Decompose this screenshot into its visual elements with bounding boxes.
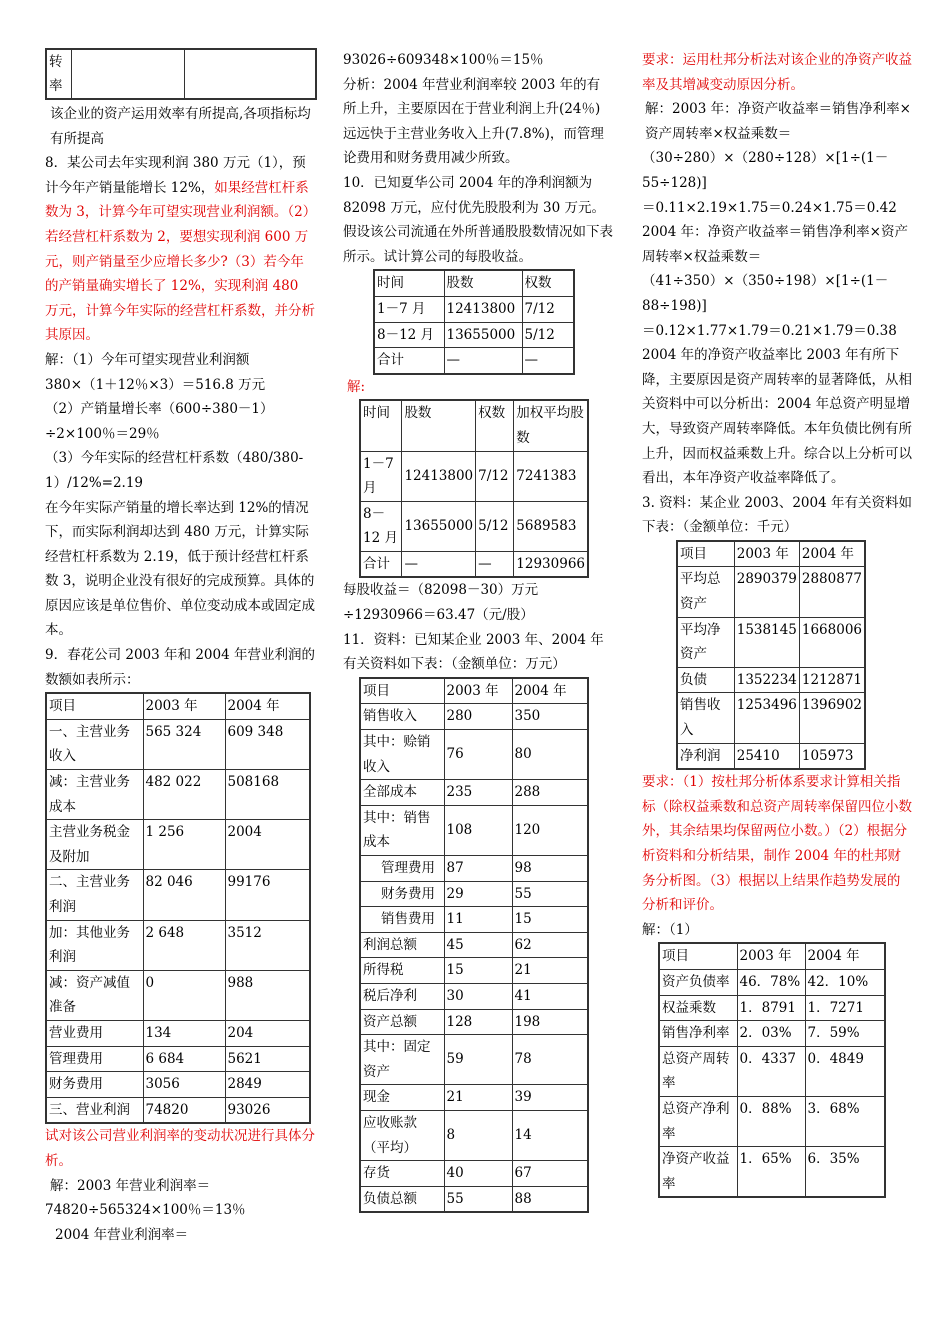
table-cell: — [402, 551, 476, 577]
table-cell: 2880877 [799, 567, 865, 617]
table-cell: 销售净利率 [659, 1021, 737, 1047]
table-cell: 14 [512, 1110, 588, 1160]
table-cell: 税后净利 [360, 983, 444, 1009]
table-cell: 1．7271 [805, 995, 885, 1021]
table-row [659, 969, 885, 995]
table-cell: — [444, 348, 522, 374]
table-header-cell: 2003 年 [737, 943, 805, 969]
company-data-table [359, 677, 589, 1213]
table-cell: 管理费用 [360, 856, 444, 882]
table-cell: 1253496 [734, 693, 799, 743]
table-cell: 78 [512, 1035, 588, 1085]
table-cell: 7．59% [805, 1021, 885, 1047]
table-row [46, 970, 310, 1020]
top-table [45, 48, 317, 100]
table-cell: 0．88% [737, 1096, 805, 1146]
table-row [360, 958, 588, 984]
table-row [360, 730, 588, 780]
table-cell: 财务费用 [360, 881, 444, 907]
table-header-cell: 2003 年 [444, 678, 512, 704]
top-table-cell [185, 49, 317, 99]
table-header-cell: 时间 [360, 400, 402, 451]
table-cell: 8－12 月 [360, 501, 402, 551]
table-cell: — [522, 348, 574, 374]
answer-line: 2004 年：净资产收益率＝销售净利率×资产周转率×权益乘数＝ [642, 224, 908, 265]
table-row [677, 743, 865, 769]
table-cell: 资产负债率 [659, 969, 737, 995]
table-row [659, 1096, 885, 1146]
table-cell: 合计 [374, 348, 444, 374]
table-cell: 5689583 [514, 501, 588, 551]
table-cell: 1212871 [799, 667, 865, 693]
table-cell: 减：主营业务成本 [46, 770, 143, 820]
table-cell: 45 [444, 932, 512, 958]
table-cell: 财务费用 [46, 1072, 143, 1098]
table-cell: 82 046 [143, 870, 225, 920]
analysis-paragraph: 2004 年的净资产收益率比 2003 年有所下降，主要原因是资产周转率的显著降低，从相关资料中可以分析出：2004 年总资产明显增大，导致资产周转率降低。本年负债比例有所上升，因而权益乘数上升。综合以上分析可以看出，本年净资产收益率降低了。 [642, 347, 912, 487]
column-3 [642, 48, 912, 1198]
table-row [374, 322, 574, 348]
table-cell: 二、主营业务利润 [46, 870, 143, 920]
table-cell: 8－12 月 [374, 322, 444, 348]
table-row [374, 296, 574, 322]
table-cell: 105973 [799, 743, 865, 769]
table-header-cell: 项目 [46, 693, 143, 719]
table-cell: 288 [512, 780, 588, 806]
table-cell: 三、营业利润 [46, 1097, 143, 1123]
table-row [360, 1085, 588, 1111]
table-row [360, 451, 588, 501]
table-cell: 15 [512, 907, 588, 933]
table-cell: 其中：赊销收入 [360, 730, 444, 780]
table-cell: 1538145 [734, 617, 799, 667]
table-row [360, 1035, 588, 1085]
requirement: 要求：运用杜邦分析法对该企业的净资产收益率及其增减变动原因分析。 [642, 52, 912, 93]
table-cell: 负债总额 [360, 1186, 444, 1212]
table-row [360, 704, 588, 730]
table-header-row [360, 678, 588, 704]
table-row [360, 1009, 588, 1035]
answer-line: ＝0.11×2.19×1.75＝0.24×1.75＝0.42 [642, 199, 897, 216]
table-cell: 67 [512, 1161, 588, 1187]
table-cell: 12413800 [402, 451, 476, 501]
top-table-label: 转率 [46, 49, 72, 99]
table-cell: 1 256 [143, 820, 225, 870]
table-cell: 93026 [225, 1097, 310, 1123]
question-3: 3. 资料：某企业 2003、2004 年有关资料如下表：（金额单位：千元） [642, 494, 912, 536]
table-row [46, 1046, 310, 1072]
table-cell: 1－7 月 [360, 451, 402, 501]
table-header-cell: 权数 [522, 270, 574, 296]
answer-line: ＝0.12×1.77×1.79＝0.21×1.79＝0.38 [642, 322, 897, 339]
table-row [46, 1072, 310, 1098]
table-cell: 其中：固定资产 [360, 1035, 444, 1085]
table-cell: 总资产周转率 [659, 1046, 737, 1096]
profit-table [45, 692, 311, 1124]
table-cell: 主营业务税金及附加 [46, 820, 143, 870]
table-cell: 1352234 [734, 667, 799, 693]
answer-line: 解：（1）今年可望实现营业利润额 [45, 351, 250, 368]
table-cell: 2 648 [143, 920, 225, 970]
shares-table [373, 269, 575, 374]
dupont-indicator-table [658, 942, 886, 1198]
table-cell: 59 [444, 1035, 512, 1085]
table-cell: 40 [444, 1161, 512, 1187]
table-cell: 现金 [360, 1085, 444, 1111]
table-cell: 508168 [225, 770, 310, 820]
table-cell: 利润总额 [360, 932, 444, 958]
question-9: 9．春花公司 2003 年和 2004 年营业利润的数额如表所示： [45, 647, 315, 688]
table-cell: 350 [512, 704, 588, 730]
table-cell: 988 [225, 970, 310, 1020]
table-cell: 7/12 [522, 296, 574, 322]
table-cell: 74820 [143, 1097, 225, 1123]
table-cell: 11 [444, 907, 512, 933]
table-cell: 销售收入 [360, 704, 444, 730]
table-cell: 0．4337 [737, 1046, 805, 1096]
table-cell: 98 [512, 856, 588, 882]
table-row [360, 856, 588, 882]
table-cell: 108 [444, 805, 512, 855]
table-header-cell: 加权平均股数 [514, 400, 588, 451]
table-cell: 5621 [225, 1046, 310, 1072]
answer-label: 解：（1） [642, 921, 698, 938]
table-cell: 应收账款（平均） [360, 1110, 444, 1160]
table-cell: 3056 [143, 1072, 225, 1098]
table-cell: 235 [444, 780, 512, 806]
table-cell: 1396902 [799, 693, 865, 743]
table-cell: 权益乘数 [659, 995, 737, 1021]
column-1 [45, 48, 315, 1247]
table-cell: 42．10% [805, 969, 885, 995]
table-cell: 13655000 [444, 322, 522, 348]
table-row [659, 1046, 885, 1096]
table-row [659, 995, 885, 1021]
table-header-cell: 2004 年 [512, 678, 588, 704]
table-cell: 198 [512, 1009, 588, 1035]
table-header-cell: 2003 年 [734, 541, 799, 567]
table-cell: 2．03% [737, 1021, 805, 1047]
table-cell: 29 [444, 881, 512, 907]
table-row [46, 820, 310, 870]
table-row [360, 805, 588, 855]
table-cell: 净利润 [677, 743, 734, 769]
table-row [677, 617, 865, 667]
table-header-cell: 项目 [360, 678, 444, 704]
question-10: 10．已知夏华公司 2004 年的净利润额为 82098 万元，应付优先股股利为 30 万元。假设该公司流通在外所普通股股数情况如下表所示。试计算公司的每股收益。 [343, 174, 613, 265]
table-cell: 销售收入 [677, 693, 734, 743]
table-header-row [374, 270, 574, 296]
table-row [360, 1186, 588, 1212]
table-cell: 62 [512, 932, 588, 958]
table-header-cell: 2004 年 [805, 943, 885, 969]
table-row [677, 693, 865, 743]
table-cell: 2890379 [734, 567, 799, 617]
table-cell: 合计 [360, 551, 402, 577]
answer-line: 93026÷609348×100％＝15％ [343, 52, 544, 68]
table-cell: 76 [444, 730, 512, 780]
table-row [46, 920, 310, 970]
table-cell: 15 [444, 958, 512, 984]
table-header-cell: 2003 年 [143, 693, 225, 719]
table-cell: 销售费用 [360, 907, 444, 933]
table-cell: 39 [512, 1085, 588, 1111]
table-cell: 7241383 [514, 451, 588, 501]
table-cell: 55 [444, 1186, 512, 1212]
table-cell: 30 [444, 983, 512, 1009]
table-header-row [360, 400, 588, 451]
question-8: 8．某公司去年实现利润 380 万元（1），预计今年产销量能增长 12%，如果经营杠杆系数为 3，计算今年可望实现营业利润额。（2）若经营杠杆系数为 2，要想实现利润 600 万元，则产销量至少应增长多少?（3）若今年的产销量确实增长了 12%，实现利润 480 万元，计算今年实际的经营杠杆系数，并分析其原因。 [45, 155, 315, 344]
table-row [360, 1161, 588, 1187]
table-cell: 565 324 [143, 719, 225, 769]
question-9-requirement: 试对该公司营业利润率的变动状况进行具体分析。 [45, 1128, 315, 1169]
table-row [46, 1020, 310, 1046]
table-cell: 204 [225, 1020, 310, 1046]
question-11: 11．资料：已知某企业 2003 年、2004 年有关资料如下表：（金额单位：万元） [343, 631, 604, 673]
table-cell: 134 [143, 1020, 225, 1046]
table-cell: 46．78% [737, 969, 805, 995]
table-cell: 8 [444, 1110, 512, 1160]
table-cell: 负债 [677, 667, 734, 693]
table-header-cell: 股数 [402, 400, 476, 451]
table-cell: 0 [143, 970, 225, 1020]
asset-data-table [676, 540, 866, 770]
table-row [659, 1147, 885, 1198]
table-header-cell: 股数 [444, 270, 522, 296]
paragraph: 该企业的资产运用效率有所提高,各项指标均有所提高 [50, 106, 311, 147]
table-cell: 管理费用 [46, 1046, 143, 1072]
column-2 [343, 48, 613, 1213]
table-cell: 1．8791 [737, 995, 805, 1021]
table-cell: 609 348 [225, 719, 310, 769]
table-cell: 总资产净利率 [659, 1096, 737, 1146]
top-table-cell [72, 49, 185, 99]
table-cell: 21 [444, 1085, 512, 1111]
table-cell: 88 [512, 1186, 588, 1212]
answer-line: 解：2003 年：净资产收益率＝销售净利率×资产周转率×权益乘数＝ [645, 101, 911, 142]
table-row [360, 551, 588, 577]
table-cell: 3512 [225, 920, 310, 970]
table-cell: 2849 [225, 1072, 310, 1098]
answer-line: （2）产销量增长率（600÷380－1）÷2×100％＝29％ [45, 401, 274, 442]
answer-line: （3）今年实际的经营杠杆系数（480/380-1）/12%=2.19 [45, 450, 304, 491]
table-row [360, 881, 588, 907]
table-cell: 1－7 月 [374, 296, 444, 322]
table-row [677, 567, 865, 617]
answer-line: （41÷350）×（350÷198）×[1÷(1－88÷198)] [642, 273, 889, 314]
table-cell: 平均净资产 [677, 617, 734, 667]
table-cell: 13655000 [402, 501, 476, 551]
table-header-cell: 时间 [374, 270, 444, 296]
table-cell: 平均总资产 [677, 567, 734, 617]
table-cell: 2004 [225, 820, 310, 870]
table-cell: 6 684 [143, 1046, 225, 1072]
question-3-requirement: 要求：（1）按杜邦分析体系要求计算相关指标（除权益乘数和总资产周转率保留四位小数外，其余结果均保留两位小数。）（2）根据分析资料和分析结果，制作 2004 年的杜邦财务分析图。（3）根据以上结果作趋势发展的分析和评价。 [642, 774, 912, 914]
table-cell: 6．35% [805, 1147, 885, 1198]
table-cell: 280 [444, 704, 512, 730]
table-cell: 营业费用 [46, 1020, 143, 1046]
table-cell: 所得税 [360, 958, 444, 984]
table-row [360, 501, 588, 551]
answer-paragraph: 在今年实际产销量的增长率达到 12%的情况下，而实际利润却达到 480 万元，计算实际经营杠杆系数为 2.19，低于预计经营杠杆系数 3，说明企业没有很好的完成预算。具体的原因应该是单位售价、单位变动成本或固定成本。 [45, 499, 315, 639]
table-cell: 80 [512, 730, 588, 780]
table-cell: 资产总额 [360, 1009, 444, 1035]
table-row [46, 719, 310, 769]
table-cell: 12930966 [514, 551, 588, 577]
table-cell: 3．68% [805, 1096, 885, 1146]
table-cell: 净资产收益率 [659, 1147, 737, 1198]
answer-line: （30÷280）×（280÷128）×[1÷(1－55÷128)] [642, 150, 889, 191]
table-header-cell: 项目 [659, 943, 737, 969]
table-cell: 21 [512, 958, 588, 984]
table-row [46, 770, 310, 820]
table-header-cell: 2004 年 [799, 541, 865, 567]
answer-label: 解: [347, 378, 366, 395]
table-header-row [46, 693, 310, 719]
answer-line: 每股收益＝（82098－30）万元÷12930966＝63.47（元/股） [343, 582, 539, 624]
table-cell: 0．4849 [805, 1046, 885, 1096]
analysis-paragraph: 分析：2004 年营业利润率较 2003 年的有所上升，主要原因在于营业利润上升(24％)远远快于主营业务收入上升(7.8%)，而管理论费用和财务费用减少所致。 [343, 76, 604, 167]
table-cell: 1668006 [799, 617, 865, 667]
table-cell: 5/12 [476, 501, 514, 551]
answer-line: 2004 年营业利润率＝ [55, 1226, 189, 1243]
table-cell: 7/12 [476, 451, 514, 501]
table-row [374, 348, 574, 374]
table-header-cell: 权数 [476, 400, 514, 451]
table-cell: 全部成本 [360, 780, 444, 806]
answer-line: 380×（1＋12％×3）＝516.8 万元 [45, 376, 266, 393]
table-row [360, 780, 588, 806]
table-row [46, 870, 310, 920]
table-header-cell: 项目 [677, 541, 734, 567]
table-cell: 99176 [225, 870, 310, 920]
table-cell: 1．65% [737, 1147, 805, 1198]
table-cell: 128 [444, 1009, 512, 1035]
table-cell: 41 [512, 983, 588, 1009]
table-row [360, 1110, 588, 1160]
table-cell: 55 [512, 881, 588, 907]
weighted-shares-table [359, 399, 589, 578]
table-cell: 25410 [734, 743, 799, 769]
table-cell: 482 022 [143, 770, 225, 820]
table-cell: 5/12 [522, 322, 574, 348]
table-cell: 减：资产减值准备 [46, 970, 143, 1020]
table-row [360, 932, 588, 958]
table-row [360, 907, 588, 933]
table-cell: 一、主营业务收入 [46, 719, 143, 769]
table-header-row [659, 943, 885, 969]
table-cell: 存货 [360, 1161, 444, 1187]
table-header-cell: 2004 年 [225, 693, 310, 719]
table-cell: 87 [444, 856, 512, 882]
answer-line: 解：2003 年营业利润率＝ [50, 1177, 211, 1194]
table-row [659, 1021, 885, 1047]
table-cell: 12413800 [444, 296, 522, 322]
answer-line: 74820÷565324×100％＝13％ [45, 1202, 246, 1219]
table-cell: — [476, 551, 514, 577]
table-row [46, 1097, 310, 1123]
table-cell: 其中：销售成本 [360, 805, 444, 855]
table-cell: 加：其他业务利润 [46, 920, 143, 970]
table-cell: 120 [512, 805, 588, 855]
table-header-row [677, 541, 865, 567]
table-row [677, 667, 865, 693]
table-row [360, 983, 588, 1009]
